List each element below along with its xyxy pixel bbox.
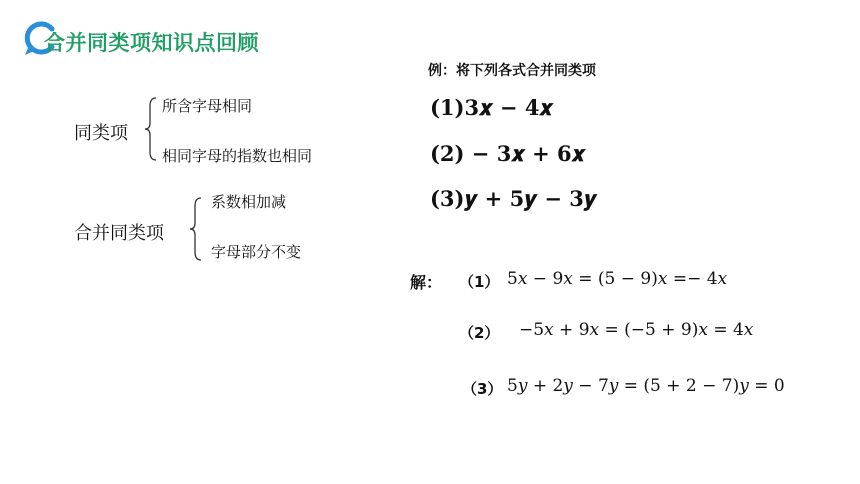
solution-equation: 5𝑥 − 9𝑥 = (5 − 9)𝑥 =− 4𝑥 <box>507 269 728 289</box>
concept-term-like-terms: 同类项 <box>74 123 128 144</box>
page-title: 合并同类项知识点回顾 <box>44 31 259 55</box>
concept-point: 所含字母相同 <box>162 97 253 115</box>
example-label: 例：将下列各式合并同类项 <box>428 63 596 79</box>
concept-point: 相同字母的指数也相同 <box>162 147 313 165</box>
solution-equation: 5𝑦 + 2𝑦 − 7𝑦 = (5 + 2 − 7)𝑦 = 0 <box>507 376 785 396</box>
brace-icon <box>189 196 203 262</box>
concept-point: 系数相加减 <box>211 193 287 211</box>
concept-term-combine: 合并同类项 <box>74 223 164 244</box>
solution-number: （2） <box>459 324 500 342</box>
example-expression: (2) − 3𝒙 + 6𝒙 <box>430 141 586 166</box>
example-expression: (1)3𝒙 − 4𝒙 <box>430 95 553 120</box>
concept-point: 字母部分不变 <box>211 243 302 261</box>
solution-number: （1） <box>459 273 500 291</box>
example-expression: (3)𝒚 + 5𝒚 − 3𝒚 <box>430 186 597 211</box>
solution-number: （3） <box>462 380 503 398</box>
solution-equation: −5𝑥 + 9𝑥 = (−5 + 9)𝑥 = 4𝑥 <box>519 320 754 340</box>
solution-label: 解： <box>410 273 443 292</box>
brace-icon <box>144 96 158 162</box>
